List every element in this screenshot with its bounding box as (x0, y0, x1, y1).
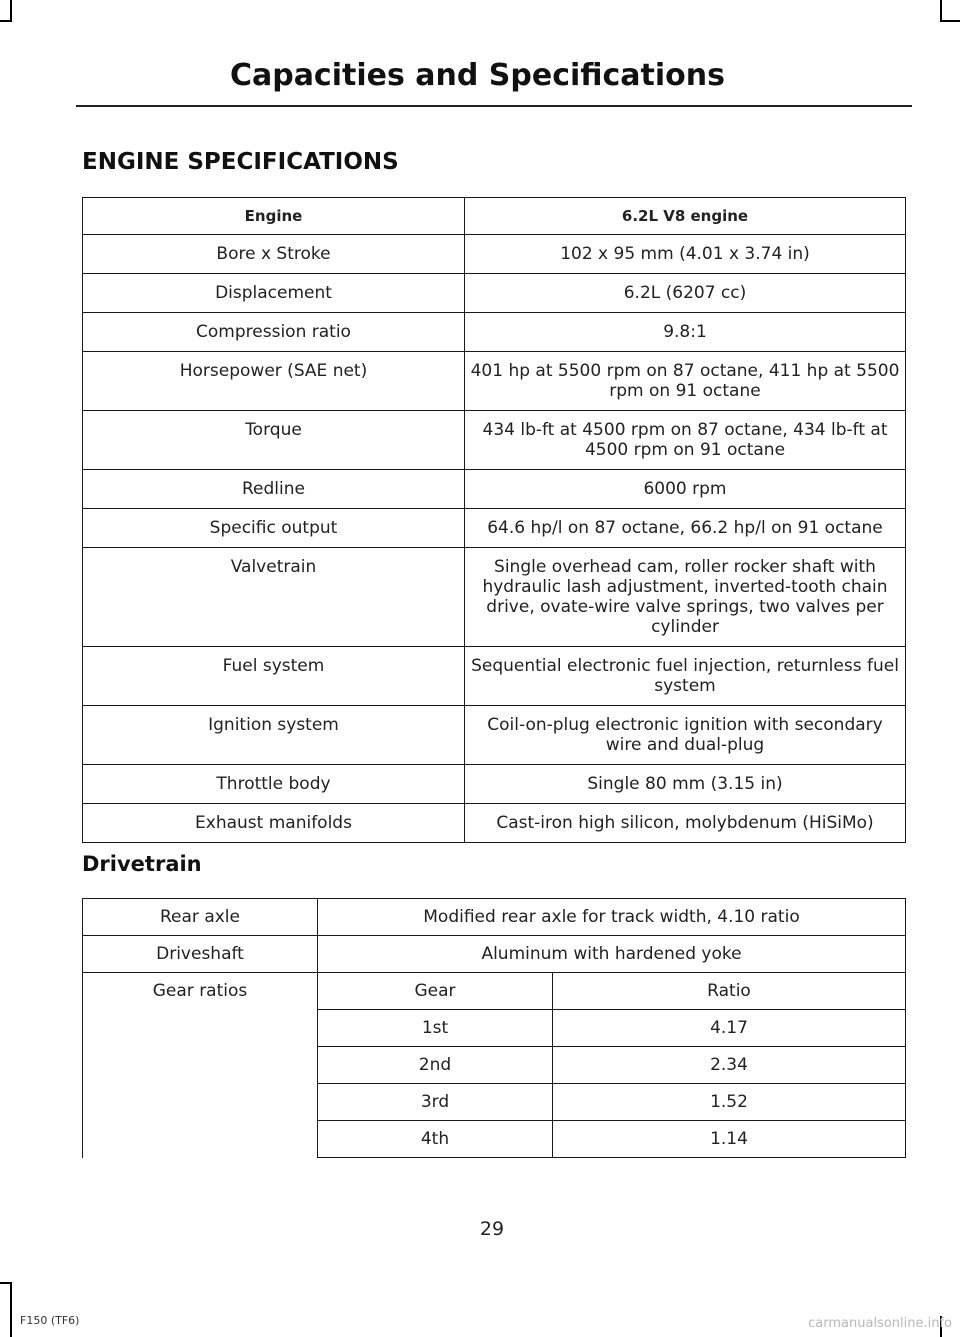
header-rule (76, 105, 912, 107)
ratio-cell: 1.52 (553, 1084, 906, 1121)
column-header: 6.2L V8 engine (465, 198, 906, 235)
spec-value: Coil-on-plug electronic ignition with secondary wire and dual-plug (465, 706, 906, 765)
spec-value: 6000 rpm (465, 470, 906, 509)
table-row (83, 936, 906, 973)
spec-label: Redline (83, 470, 465, 509)
gear-cell: 1st (318, 1010, 553, 1047)
spec-value: 9.8:1 (465, 313, 906, 352)
table-row (83, 313, 906, 352)
column-header: Ratio (553, 973, 906, 1010)
spec-value: Cast-iron high silicon, molybdenum (HiSiMo) (465, 804, 906, 843)
table-row (83, 804, 906, 843)
spec-value: Aluminum with hardened yoke (318, 936, 906, 973)
spec-label: Specific output (83, 509, 465, 548)
table-row (83, 899, 906, 936)
table-row (83, 470, 906, 509)
column-header: Engine (83, 198, 465, 235)
spec-label: Bore x Stroke (83, 235, 465, 274)
column-header: Gear (318, 973, 553, 1010)
spec-label: Throttle body (83, 765, 465, 804)
crop-mark (940, 20, 960, 22)
ratio-cell: 2.34 (553, 1047, 906, 1084)
spec-label: Rear axle (83, 899, 318, 936)
ratio-cell: 1.14 (553, 1121, 906, 1158)
table-row (83, 647, 906, 706)
engine-specs-table (82, 197, 906, 843)
spec-label: Horsepower (SAE net) (83, 352, 465, 411)
crop-mark (0, 20, 12, 22)
table-row (83, 235, 906, 274)
model-code: F150 (TF6) (20, 1314, 80, 1327)
spec-label: Exhaust manifolds (83, 804, 465, 843)
table-row (83, 548, 906, 647)
spec-value: Sequential electronic fuel injection, returnless fuel system (465, 647, 906, 706)
drivetrain-heading: Drivetrain (82, 852, 202, 876)
table-row (83, 352, 906, 411)
spec-label: Compression ratio (83, 313, 465, 352)
spec-label: Displacement (83, 274, 465, 313)
crop-mark (940, 0, 942, 22)
table-row (83, 765, 906, 804)
crop-mark (10, 0, 12, 22)
engine-specs-heading: ENGINE SPECIFICATIONS (82, 149, 399, 175)
spec-value: Single overhead cam, roller rocker shaft with hydraulic lash adjustment, inverted-tooth chain drive, ovate-wire valve springs, two valves per cylinder (465, 548, 906, 647)
spec-value: Modified rear axle for track width, 4.10 ratio (318, 899, 906, 936)
gear-cell: 2nd (318, 1047, 553, 1084)
ratio-cell: 4.17 (553, 1010, 906, 1047)
spec-value: 401 hp at 5500 rpm on 87 octane, 411 hp at 5500 rpm on 91 octane (465, 352, 906, 411)
gear-cell: 4th (318, 1121, 553, 1158)
table-row (83, 509, 906, 548)
spec-value: 64.6 hp/l on 87 octane, 66.2 hp/l on 91 octane (465, 509, 906, 548)
table-row (83, 706, 906, 765)
drivetrain-table (82, 898, 906, 1158)
spec-label: Driveshaft (83, 936, 318, 973)
gear-cell: 3rd (318, 1084, 553, 1121)
page-number: 29 (479, 1218, 505, 1240)
spec-label: Ignition system (83, 706, 465, 765)
crop-mark (0, 1282, 12, 1284)
spec-label: Fuel system (83, 647, 465, 706)
spec-value: 102 x 95 mm (4.01 x 3.74 in) (465, 235, 906, 274)
page-title: Capacities and Specifications (229, 58, 725, 93)
gear-ratios-label: Gear ratios (83, 973, 318, 1158)
watermark: carmanualsonline.info (808, 1316, 952, 1331)
spec-label: Torque (83, 411, 465, 470)
spec-label: Valvetrain (83, 548, 465, 647)
table-header-row (83, 198, 906, 235)
crop-mark (10, 1282, 12, 1337)
table-row (83, 274, 906, 313)
table-row (83, 411, 906, 470)
spec-value: 434 lb-ft at 4500 rpm on 87 octane, 434 lb-ft at 4500 rpm on 91 octane (465, 411, 906, 470)
spec-value: Single 80 mm (3.15 in) (465, 765, 906, 804)
table-row (83, 973, 906, 1010)
spec-value: 6.2L (6207 cc) (465, 274, 906, 313)
